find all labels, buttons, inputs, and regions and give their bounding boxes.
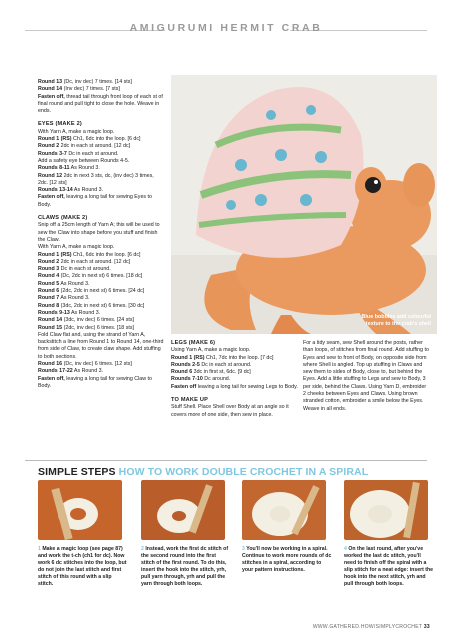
round-instruction: Dc around. [202,376,231,383]
round-instruction: Using Yarn A, make a magic loop. [171,347,251,354]
step-3-photo [242,480,326,540]
step-3-number: 3 [242,546,245,552]
round-label: Round 1 (RS) [38,136,72,143]
eyes-instructions [38,129,164,209]
step-1-photo [38,480,122,540]
round-label: Round 2 [38,143,60,150]
instruction-line [38,295,164,302]
round-instruction: (2dc, inv dec) 6 times. [18 sts] [62,324,134,331]
round-instruction: As Round 3. [59,295,90,302]
steps-heading [38,466,368,478]
round-instruction: leaving a long tail for sewing Eyes to Body. [38,194,152,208]
caption-line-2: texture to the crab's shell [365,321,431,327]
step-2-number: 2 [141,546,144,552]
instruction-line [38,244,164,251]
round-label: Round 15 [38,324,63,331]
round-label: Round 6 [171,369,193,376]
claws-heading: CLAWS (MAKE 2) [38,215,88,222]
round-instruction: Dc in each st around. [66,150,119,157]
makeup-text: Stuff Shell. Place Shell over Body at an angle so it covers more of one side, then sew in place. [171,404,289,418]
instruction-line [38,136,164,143]
page-number: 33 [423,624,430,630]
step-2-image [141,480,225,540]
instruction-line [38,94,164,116]
steps-heading-topic: HOW TO WORK DOUBLE CROCHET IN A SPIRAL [118,466,369,478]
round-label: Round 13 [38,79,63,85]
round-instruction: leaving a long tail for sewing Claw to Body. [38,375,152,389]
round-instruction: (2dc, 2dc in next st) 6 times. [24 dc] [59,288,145,295]
instruction-line [171,362,299,369]
round-instruction: Fold Claw flat and, using the strand of Yarn A, backstitch a line from Round 1 to Round 14, one-third from side of Claw, to create claw shape. Add stuffing to both sections. [38,331,164,360]
step-4-number: 4 [344,546,347,552]
round-instruction: With Yarn A, make a magic loop. [38,244,115,251]
step-2-photo [141,480,225,540]
round-instruction: 3dc in first st, 6dc. [9 dc] [192,369,251,376]
round-label: Round 14 [38,317,63,324]
round-label: Round 5 [38,280,60,287]
round-label: Rounds 9-13 [38,309,70,316]
instruction-line [38,165,164,172]
legs-heading: LEGS (MAKE 6) [171,340,216,346]
instruction-line [38,143,164,150]
claws-instructions [38,222,164,390]
step-2-text [141,546,231,588]
round-instruction: 2dc in each st around. [12 dc] [59,258,131,265]
step-4-text [344,546,434,588]
round-instruction: 2dc in each st around. [12 dc] [59,143,131,150]
instruction-line [38,173,164,188]
round-label: Round 8 [38,302,60,309]
round-instruction: 2dc in next 3 sts, dc, (inv dec) 3 times, 2dc. [12 sts] [38,172,154,186]
round-instruction: As Round 3. [72,187,104,194]
instruction-line [38,151,164,158]
instruction-line [38,129,164,136]
round-label: Round 16 [38,360,63,367]
round-label: Rounds 13-14 [38,187,73,194]
round-instruction: Ch1, 6dc into the loop. [6 dc] [71,251,141,258]
page-header [0,0,452,60]
round-instruction: As Round 3. [72,368,104,375]
caption-line-1: Blue bobbles add colourful [361,314,431,320]
hermit-crab-illustration [171,75,437,334]
instruction-line [171,355,299,362]
instruction-line [171,384,299,391]
round-label: Round 7 [38,295,60,302]
round-label: Rounds 17-22 [38,368,73,375]
step-4-image [344,480,428,540]
round-instruction: (Inv dec) 7 times. [7 sts] [62,86,120,93]
round-instruction: Dc in each st around. [199,361,252,368]
step-2-description: Instead, work the first dc stitch of the second round into the first stitch of the first round. To do this, insert the hook into the stitch, yrh, pull yarn through, yrh and pull the yarn through both loops. [141,546,229,587]
round-label: Round 6 [38,288,60,295]
round-label: Fasten off, [38,93,65,100]
instruction-line [38,310,164,317]
intro-text [38,79,164,115]
round-instruction: Snip off a 25cm length of Yarn A; this will be used to sew the Claw into shape before you stuff and finish the Claw. [38,222,160,243]
instruction-line [38,281,164,288]
round-label: Round 1 (RS) [171,354,205,361]
round-label: Round 12 [38,172,63,179]
step-3-text [242,546,332,574]
instruction-line [38,266,164,273]
round-label: Round 3 [38,266,60,273]
round-label: Rounds 8-11 [38,165,70,172]
instruction-line [38,317,164,324]
round-instruction: As Round 3. [69,309,101,316]
instruction-line [38,86,164,93]
left-column [38,79,164,390]
round-label: Round 1 (RS) [38,251,72,258]
instruction-line [38,303,164,310]
steps-heading-label: SIMPLE STEPS [38,466,116,478]
round-instruction: With Yarn A, make a magic loop. [38,128,115,135]
round-label: Rounds 3-7 [38,150,67,157]
section-divider [25,460,427,461]
round-label: Rounds 7-10 [171,376,203,383]
round-label: Round 4 [38,273,60,280]
instruction-line [38,361,164,368]
round-instruction: leaving a long tail for sewing Legs to Body. [196,383,298,390]
round-instruction: As Round 3. [59,280,90,287]
right-column [303,340,429,413]
instruction-line [38,368,164,375]
instruction-line [38,252,164,259]
instruction-line [38,79,164,86]
instruction-line [38,158,164,165]
page-footer [313,624,430,630]
instruction-line [38,376,164,391]
round-instruction: (Dc, inv dec) 7 times. [14 sts] [62,79,132,85]
instruction-line [38,273,164,280]
step-1-text [38,546,128,588]
round-instruction: Ch1, 6dc into the loop. [6 dc] [71,136,141,143]
crab-photo [171,75,437,334]
step-1-number: 1 [38,546,41,552]
footer-website: WWW.GATHERED.HOW/SIMPLYCROCHET [312,624,423,630]
round-instruction: (3dc, 2dc in next st) 6 times. [30 dc] [59,302,145,309]
step-3-description: You'll now be working in a spiral. Continue to work more rounds of dc stitches in a spiral, according to your pattern instructions. [242,546,332,573]
makeup-continued-text: For a tidy seam, sew Shell around the posts, rather than loops, of stitches from final round. Add stuffing to Eyes and sew to front of Body, on opposite side from where Shell is angled. Top up stuffing in Claws and sew them to sides of Body, close to, but behind the Eyes. Add a little stuffing to Legs and sew to Body, 3 per side, behind the Claws. Using Yarn D, embroider 2 cheeks between Eyes and Claws. Using brown stranded cotton, embroider a smile below the Eyes. Weave in all ends. [303,340,429,412]
simple-steps-section [0,460,452,618]
round-instruction: Dc in each st around. [59,266,111,273]
instruction-line [171,376,299,383]
photo-caption [362,314,431,328]
page-title: AMIGURUMI HERMIT CRAB [129,22,323,34]
instruction-line [38,325,164,332]
instruction-line [38,222,164,244]
round-label: Fasten off, [38,375,65,382]
instruction-line [171,369,299,376]
step-3-image [242,480,326,540]
round-instruction: (Dc, inv dec) 6 times. [12 sts] [62,360,132,367]
round-instruction: (Dc, 2dc in next st) 6 times. [18 dc] [59,273,143,280]
instruction-line [38,332,164,361]
middle-column [171,340,299,419]
legs-instructions [171,347,299,391]
round-instruction: thread tail through front loop of each st of final round and pull tight to close the hole. Weave in ends. [38,93,163,115]
step-1-description: Make a magic loop (see page 87) and work the t-ch (ch1 for dc). Now work 6 dc stitches into the loop, but do not join the last stitch and first stitch of this round with a slip stitch. [38,546,127,587]
step-4-description: On the last round, after you've worked the last dc stitch, you'll need to finish off the spiral with a slip stitch for a neat edge: insert the hook into the next stitch, yrh and pull through both loops. [344,546,434,587]
step-4-photo [344,480,428,540]
instruction-line [38,187,164,194]
instruction-line [38,259,164,266]
instruction-line [38,288,164,295]
round-label: Fasten off [171,383,197,390]
instruction-line [171,347,299,354]
makeup-heading: TO MAKE UP [171,397,209,404]
round-label: Fasten off, [38,194,65,201]
round-instruction: As Round 3. [69,165,100,172]
eyes-heading: EYES (MAKE 2) [38,121,82,128]
round-label: Round 14 [38,86,63,93]
round-label: Rounds 2-5 [171,361,200,368]
round-label: Round 2 [38,258,60,265]
round-instruction: (3dc, inv dec) 6 times. [24 sts] [62,317,134,324]
round-instruction: Add a safety eye between Rounds 4-5. [38,157,130,164]
instruction-line [38,194,164,209]
round-instruction: Ch1, 7dc into the loop. [7 dc] [204,354,274,361]
step-1-image [38,480,122,540]
